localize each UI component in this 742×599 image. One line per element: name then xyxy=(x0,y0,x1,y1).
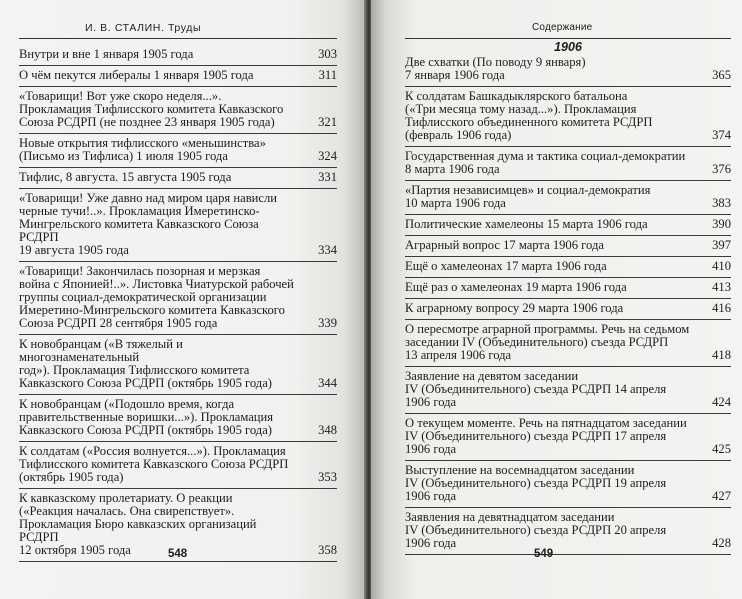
right-page xyxy=(371,0,742,599)
toc-entry-title: Ещё раз о хамелеонах 19 марта 1906 года xyxy=(405,280,627,294)
toc-entry xyxy=(19,66,337,87)
toc-list xyxy=(19,45,337,562)
toc-entry-title: «Товарищи! Уже давно над миром царя нависли черные тучи!..». Прокламация Имеретинско- Мингрельского комитета Кавказского Союза РСДРП 19 августа 1905 года xyxy=(19,191,277,257)
toc-entry xyxy=(19,134,337,168)
toc-entry-page: 334 xyxy=(318,243,337,257)
toc-entry-title: «Товарищи! Закончилась позорная и мерзкая война с Японией!..». Листовка Чиатурской рабочей группы социал-демократической организации Имеретино-Мингрельского комитета Кавказского Союза РСДРП 28 сентября 1905 года xyxy=(19,264,294,330)
year-heading: 1906 xyxy=(554,40,582,54)
toc-entry-title: К солдатам Башкадыклярского батальона («Три месяца тому назад...»). Прокламация Тифлисского объединенного комитета РСДРП (февраль 1906 года) xyxy=(405,89,653,142)
toc-entry-page: 311 xyxy=(318,68,337,82)
toc-entry xyxy=(405,278,731,299)
toc-entry-page: 383 xyxy=(712,196,731,210)
toc-entry-page: 339 xyxy=(318,316,337,330)
toc-entry-page: 376 xyxy=(712,162,731,176)
toc-entry-page: 424 xyxy=(712,395,731,409)
header-rule xyxy=(19,38,337,39)
toc-entry-title: Тифлис, 8 августа. 15 августа 1905 года xyxy=(19,170,232,184)
toc-entry xyxy=(19,45,337,66)
toc-entry xyxy=(405,299,731,320)
toc-entry-title: Ещё о хамелеонах 17 марта 1906 года xyxy=(405,259,607,273)
left-page xyxy=(0,0,366,599)
toc-entry-page: 365 xyxy=(712,68,731,82)
toc-entry-page: 390 xyxy=(712,217,731,231)
toc-entry xyxy=(19,335,337,395)
toc-entry xyxy=(19,395,337,442)
toc-entry-title: К новобранцам («В тяжелый и многознаменательный год»). Прокламация Тифлисского комитета Кавказского Союза РСДРП (октябрь 1905 года) xyxy=(19,337,272,390)
header-rule xyxy=(405,38,731,39)
toc-entry-page: 428 xyxy=(712,536,731,550)
toc-entry-title: К кавказскому пролетариату. О реакции («Реакция началась. Она свирепствует». Прокламация Бюро кавказских организаций РСДРП 12 октября 1905 года xyxy=(19,491,257,557)
toc-entry-page: 374 xyxy=(712,128,731,142)
toc-entry xyxy=(19,168,337,189)
running-head: Содержание xyxy=(532,22,593,33)
toc-entry-page: 416 xyxy=(712,301,731,315)
toc-entry-title: «Товарищи! Вот уже скоро неделя...». Прокламация Тифлисского комитета Кавказского Союза РСДРП (не позднее 23 января 1905 года) xyxy=(19,89,284,129)
toc-entry xyxy=(19,262,337,335)
toc-entry-title: К новобранцам («Подошло время, когда правительственные воришки...»). Прокламация Кавказского Союза РСДРП (октябрь 1905 года) xyxy=(19,397,274,437)
toc-entry-title: К аграрному вопросу 29 марта 1906 года xyxy=(405,301,624,315)
toc-entry xyxy=(19,87,337,134)
toc-list xyxy=(405,53,731,555)
toc-entry-title: Заявления на девятнадцатом заседании IV (Объединительного) съезда РСДРП 20 апреля 1906 года xyxy=(405,510,667,550)
page-number: 549 xyxy=(534,548,554,560)
toc-entry-page: 427 xyxy=(712,489,731,503)
toc-entry xyxy=(19,442,337,489)
toc-entry-title: Выступление на восемнадцатом заседании IV (Объединительного) съезда РСДРП 19 апреля 1906 года xyxy=(405,463,667,503)
toc-entry-title: Новые открытия тифлисского «меньшинства» (Письмо из Тифлиса) 1 июля 1905 года xyxy=(19,136,266,163)
toc-entry-page: 418 xyxy=(712,348,731,362)
toc-entry xyxy=(405,320,731,367)
toc-entry xyxy=(405,147,731,181)
toc-entry-page: 348 xyxy=(318,423,337,437)
running-head: И. В. СТАЛИН. Труды xyxy=(85,22,202,34)
toc-entry-page: 321 xyxy=(318,115,337,129)
page-number: 548 xyxy=(168,548,188,560)
toc-entry-page: 303 xyxy=(318,47,337,61)
toc-entry-title: Две схватки (По поводу 9 января) 7 января 1906 года xyxy=(405,55,586,82)
toc-entry-title: О пересмотре аграрной программы. Речь на седьмом заседании IV (Объединительного) съезда РСДРП 13 апреля 1906 года xyxy=(405,322,690,362)
toc-entry-page: 344 xyxy=(318,376,337,390)
toc-entry-title: О текущем моменте. Речь на пятнадцатом заседании IV (Объединительного) съезда РСДРП 17 апреля 1906 года xyxy=(405,416,687,456)
toc-entry-page: 331 xyxy=(318,170,337,184)
toc-entry-title: К солдатам («Россия волнуется...»). Прокламация Тифлисского комитета Кавказского Союза РСДРП (октябрь 1905 года) xyxy=(19,444,289,484)
toc-entry xyxy=(405,508,731,555)
toc-entry-title: О чём пекутся либералы 1 января 1905 года xyxy=(19,68,254,82)
toc-entry-title: Государственная дума и тактика социал-демократии 8 марта 1906 года xyxy=(405,149,686,176)
toc-entry-title: Внутри и вне 1 января 1905 года xyxy=(19,47,194,61)
toc-entry xyxy=(405,215,731,236)
toc-entry xyxy=(405,461,731,508)
toc-entry-title: «Партия независимцев» и социал-демократия 10 марта 1906 года xyxy=(405,183,651,210)
toc-entry-page: 353 xyxy=(318,470,337,484)
toc-entry-title: Заявление на девятом заседании IV (Объединительного) съезда РСДРП 14 апреля 1906 года xyxy=(405,369,667,409)
toc-entry xyxy=(405,87,731,147)
toc-entry-page: 425 xyxy=(712,442,731,456)
toc-entry-title: Аграрный вопрос 17 марта 1906 года xyxy=(405,238,604,252)
toc-entry-title: Политические хамелеоны 15 марта 1906 года xyxy=(405,217,648,231)
toc-entry xyxy=(405,236,731,257)
toc-entry xyxy=(405,414,731,461)
toc-entry-page: 324 xyxy=(318,149,337,163)
toc-entry xyxy=(405,181,731,215)
toc-entry xyxy=(405,367,731,414)
toc-entry-page: 397 xyxy=(712,238,731,252)
toc-entry-page: 410 xyxy=(712,259,731,273)
toc-entry xyxy=(405,257,731,278)
toc-entry xyxy=(405,53,731,87)
toc-entry-page: 413 xyxy=(712,280,731,294)
toc-entry xyxy=(19,189,337,262)
toc-entry-page: 358 xyxy=(318,543,337,557)
